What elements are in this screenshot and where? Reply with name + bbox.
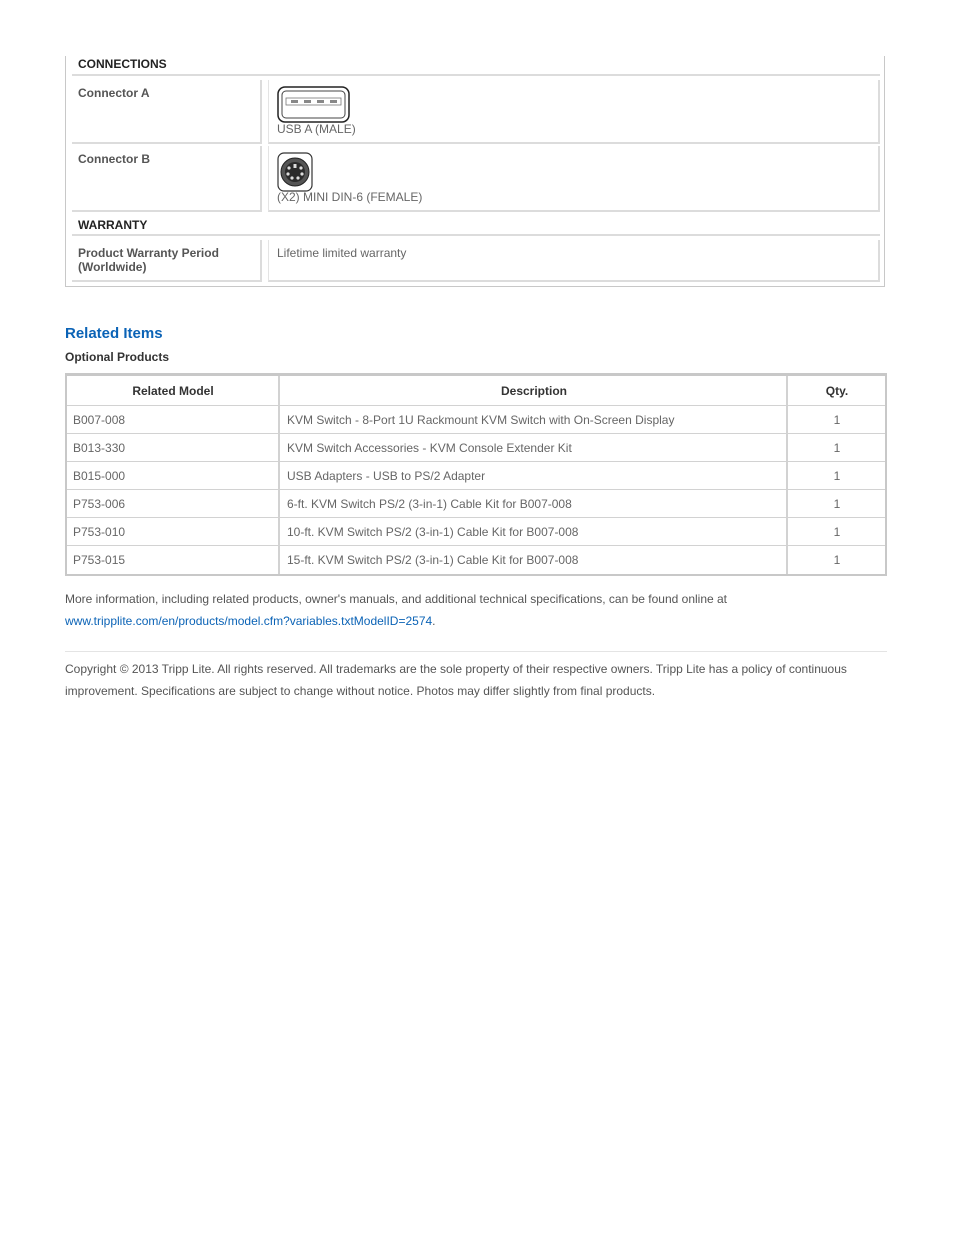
footer-divider xyxy=(65,651,887,652)
row-description: USB Adapters - USB to PS/2 Adapter xyxy=(287,469,486,483)
copyright-notice: Copyright © 2013 Tripp Lite. All rights reserved. All trademarks are the sole property of their respective owners. Tripp Lite has a policy of continuous improvement. Specifications are subject to change without notice. Photos may differ slightly from final products. xyxy=(65,662,847,698)
optional-products-title: Optional Products xyxy=(65,350,170,364)
table-row xyxy=(67,490,885,518)
model-link[interactable]: P753-010 xyxy=(73,525,126,539)
row-qty: 1 xyxy=(833,469,841,483)
related-items-title: Related Items xyxy=(65,325,163,342)
connector-b-cell xyxy=(268,146,880,212)
table-row xyxy=(67,462,885,490)
column-header-description: Description xyxy=(500,384,567,398)
warranty-value: Lifetime limited warranty xyxy=(268,240,880,282)
table-row xyxy=(67,546,885,574)
usb-a-connector-icon xyxy=(277,86,351,124)
column-header-model: Related Model xyxy=(132,384,214,398)
more-info-period: . xyxy=(432,614,436,628)
row-qty: 1 xyxy=(833,525,841,539)
row-description: 10-ft. KVM Switch PS/2 (3-in-1) Cable Kit for B007-008 xyxy=(287,525,579,539)
connections-heading: CONNECTIONS xyxy=(78,57,167,71)
row-qty: 1 xyxy=(833,413,841,427)
specifications-table xyxy=(65,56,885,287)
row-description: 6-ft. KVM Switch PS/2 (3-in-1) Cable Kit for B007-008 xyxy=(287,497,572,511)
product-page-link[interactable]: www.tripplite.com/en/products/model.cfm?variables.txtModelID=2574 xyxy=(65,614,433,628)
connector-a-value: USB A (MALE) xyxy=(277,122,356,136)
row-description: 15-ft. KVM Switch PS/2 (3-in-1) Cable Kit for B007-008 xyxy=(287,553,579,567)
related-products-table xyxy=(65,373,887,576)
section-divider xyxy=(72,234,880,236)
model-link[interactable]: P753-006 xyxy=(73,497,126,511)
connector-b-label: Connector B xyxy=(72,146,262,212)
section-divider xyxy=(72,74,880,76)
table-row xyxy=(67,434,885,462)
model-link[interactable]: B015-000 xyxy=(73,469,126,483)
warranty-heading: WARRANTY xyxy=(78,218,148,232)
row-description: KVM Switch - 8-Port 1U Rackmount KVM Switch with On-Screen Display xyxy=(287,413,675,427)
row-description: KVM Switch Accessories - KVM Console Extender Kit xyxy=(287,441,572,455)
connector-a-cell xyxy=(268,80,880,144)
column-header-qty: Qty. xyxy=(825,384,849,398)
model-link[interactable]: B007-008 xyxy=(73,413,126,427)
mini-din-6-connector-icon xyxy=(277,152,313,192)
more-info-paragraph xyxy=(65,588,895,632)
model-link[interactable]: B013-330 xyxy=(73,441,126,455)
row-qty: 1 xyxy=(833,497,841,511)
row-qty: 1 xyxy=(833,441,841,455)
more-info-text: More information, including related products, owner's manuals, and additional technical specifications, can be found online at xyxy=(65,592,728,606)
connector-a-label: Connector A xyxy=(72,80,262,144)
row-qty: 1 xyxy=(833,553,841,567)
model-link[interactable]: P753-015 xyxy=(73,553,126,567)
table-row xyxy=(67,406,885,434)
table-row xyxy=(67,518,885,546)
connector-b-value: (X2) MINI DIN-6 (FEMALE) xyxy=(277,190,423,204)
warranty-label: Product Warranty Period (Worldwide) xyxy=(72,240,262,282)
